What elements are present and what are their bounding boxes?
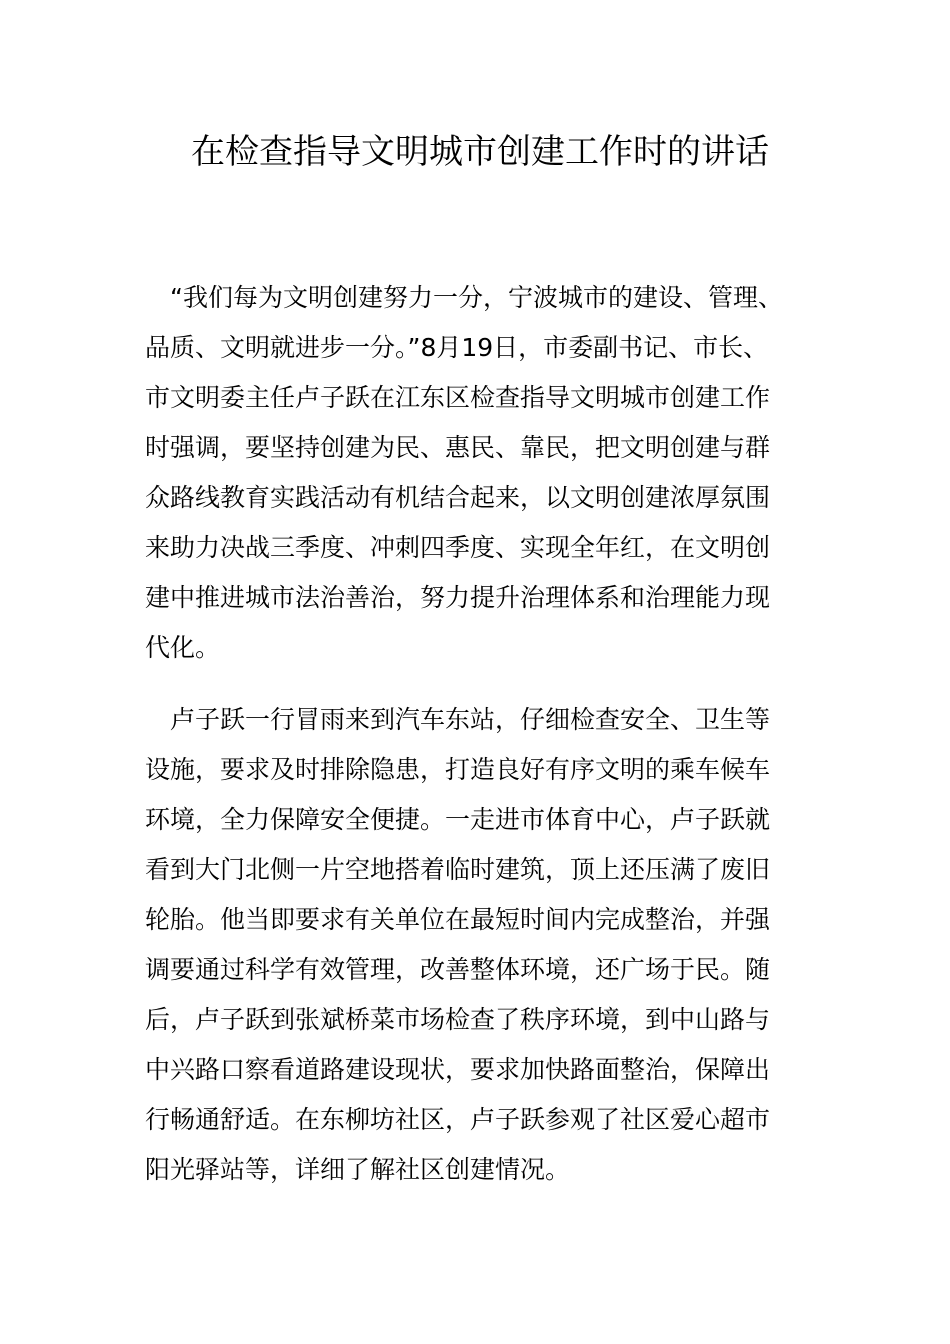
paragraph-2: 卢子跃一行冒雨来到汽车东站，仔细检查安全、卫生等 设施，要求及时排除隐患，打造良好有序文明的乘车候车 环境，全力保障安全便捷。一走进市体育中心，卢子跃就 看到大门北侧一片空地搭着临时建筑，顶上还压满了废旧 轮胎。他当即要求有关单位在最短时间内完成整治，并强 调要通过科学有效管理，改善整体环境，还广场于民。随 后，卢子跃到张斌桥菜市场检查了秩序环境，到中山路与 中兴路口察看道路建设现状，要求加快路面整治，保障出 行畅通舒适。在东柳坊社区，卢子跃参观了社区爱心超市 阳光驿站等，详细了解社区创建情况。	[145, 705, 771, 1184]
paragraph-1: “我们每为文明创建努力一分，宁波城市的建设、管理、 品质、文明就进步一分。”8月19日，市委副书记、市长、 市文明委主任卢子跃在江东区检查指导文明城市创建工作 时强调，要坚持创建为民、惠民、靠民，把文明创建与群 众路线教育实践活动有机结合起来，以文明创建浓厚氛围 来助力决战三季度、冲刺四季度、实现全年红，在文明创 建中推进城市法治善治，努力提升治理体系和治理能力现 代化。	[145, 283, 783, 662]
document-title: 在检查指导文明城市创建工作时的讲话	[191, 132, 769, 172]
document-body	[145, 273, 835, 1195]
